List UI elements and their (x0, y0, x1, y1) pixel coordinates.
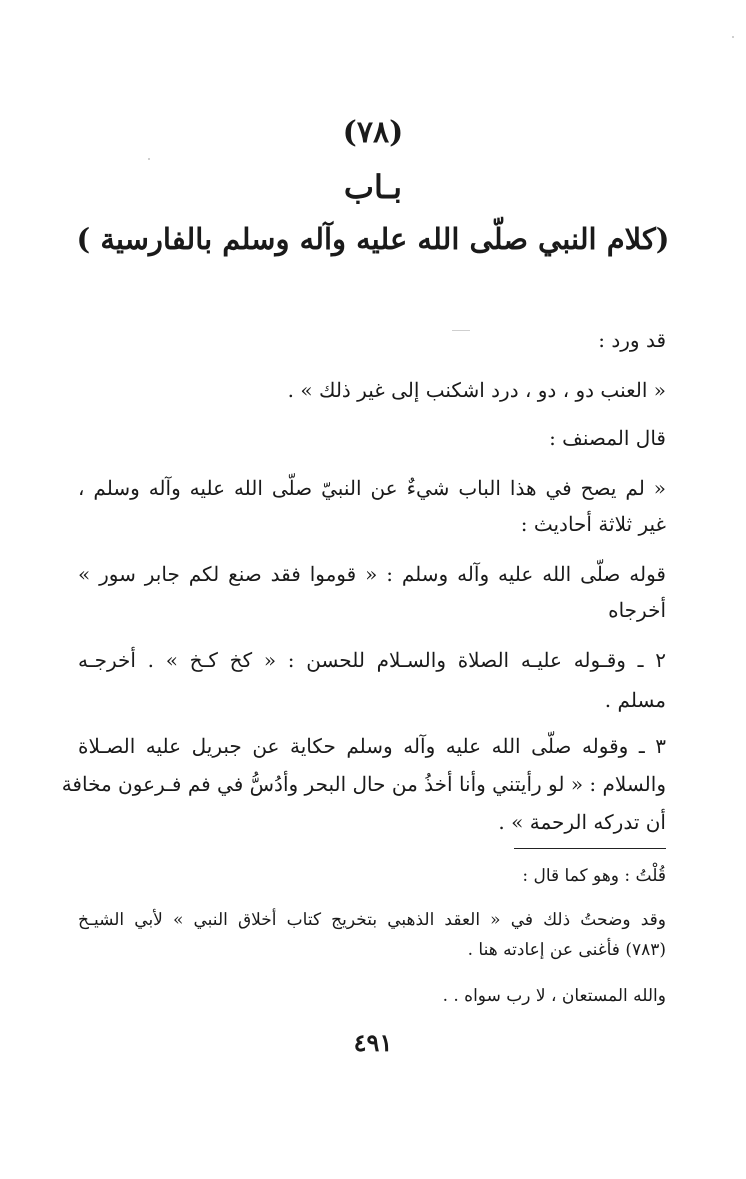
body-line-9: مسلم . (604, 688, 666, 712)
body-line-11: والسلام : « لو رأيتني وأنا أخذُ من حال البحر وأدُسُّ في فم فـرعون مخافة (61, 772, 666, 796)
body-line-3: قال المصنف : (549, 426, 666, 450)
footnote-line-2: وقد وضحتُ ذلك في « العقد الذهبي بتخريج كتاب أخلاق النبي » لأبي الشيـخ (78, 910, 666, 930)
chapter-label: بـاب (343, 168, 403, 206)
body-line-10: ٣ ـ وقوله صلّى الله عليه وآله وسلم حكاية عن جبريل عليه الصـلاة (78, 734, 666, 758)
body-line-1: قد ورد : (598, 328, 666, 352)
footnote-separator (514, 848, 666, 849)
chapter-number: (٧٨) (342, 115, 404, 150)
body-line-8: ٢ ـ وقـوله عليـه الصلاة والسـلام للحسن : « كخ كـخ » . أخرجـه (78, 648, 666, 672)
page-number: ٤٩١ (353, 1028, 393, 1057)
body-line-4: « لم يصح في هذا الباب شيءٌ عن النبيّ صلّى الله عليه وآله وسلم ، (78, 476, 666, 500)
footnote-line-1: قُلْتُ : وهو كما قال : (522, 866, 666, 886)
body-line-12: أن تدركه الرحمة » . (498, 810, 666, 834)
body-line-5: غير ثلاثة أحاديث : (520, 512, 666, 536)
chapter-title: (كلام النبي صلّى الله عليه وآله وسلم بالفارسية ) (76, 222, 670, 256)
scan-speck (732, 36, 734, 38)
scan-speck (148, 158, 150, 160)
footnote-line-3: (٧٨٣) فأغنى عن إعادته هنا . (467, 940, 666, 960)
footnote-line-4: والله المستعان ، لا رب سواه . . (442, 986, 666, 1006)
body-line-7: أخرجاه (608, 598, 666, 622)
scan-speck (452, 330, 470, 331)
body-line-6: قوله صلّى الله عليه وآله وسلم : « قوموا فقد صنع لكم جابر سور » (78, 562, 666, 586)
body-line-2: « العنب دو ، دو ، درد اشكنب إلى غير ذلك » . (287, 378, 666, 402)
